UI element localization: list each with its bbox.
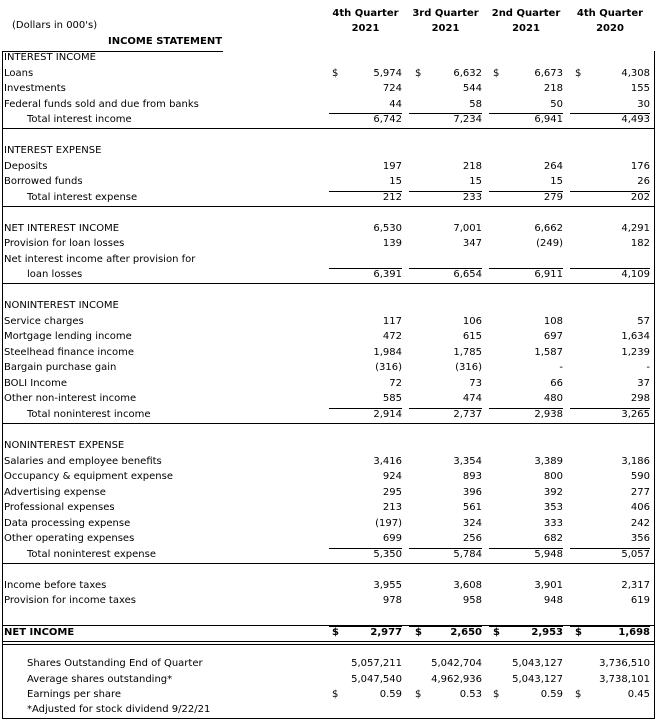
value-cell: 30 [637,99,650,110]
column-header-line1: 3rd Quarter [412,8,479,19]
subtotal-rule [329,626,402,627]
row-label: Salaries and employee benefits [4,456,162,467]
value-cell: 724 [382,83,402,94]
table-row-nii-after-provision-1 [0,253,659,269]
value-cell: 5,948 [534,549,563,560]
subtotal-rule [570,626,650,627]
value-cell: 6,391 [373,269,402,280]
value-cell: 182 [630,238,650,249]
value-cell: 176 [630,161,650,172]
value-cell: 978 [382,595,402,606]
table-row-eps [0,688,659,704]
section-rule [2,423,655,424]
subtotal-rule [409,113,482,114]
table-row-total-noninterest-income [0,408,659,424]
row-label: NONINTEREST EXPENSE [4,440,125,451]
value-cell: 73 [469,378,482,389]
value-cell: 585 [382,393,402,404]
right-border [654,51,655,719]
section-rule [2,563,655,564]
value-cell: 6,941 [534,114,563,125]
value-cell: 5,043,127 [512,658,563,669]
value-cell: (249) [536,238,563,249]
value-cell: 279 [543,192,563,203]
dollar-sign: $ [415,68,422,79]
value-cell: 5,043,127 [512,674,563,685]
subtotal-rule [489,408,563,409]
table-row-fed-funds [0,98,659,114]
value-cell: 5,350 [373,549,402,560]
value-cell: 0.59 [379,689,402,700]
row-label: Other operating expenses [4,533,135,544]
table-row-noninterest-expense-header [0,439,659,455]
value-cell: 333 [543,518,563,529]
section-rule [2,206,655,207]
subtotal-rule [570,268,650,269]
subtotal-rule [409,191,482,192]
table-row-boli-income [0,377,659,393]
value-cell: 0.53 [459,689,482,700]
table-row-nii-after-provision-2 [0,268,659,284]
value-cell: 324 [462,518,482,529]
value-cell: 7,234 [453,114,482,125]
value-cell: 1,634 [621,331,650,342]
value-cell: 117 [382,316,402,327]
value-cell: 106 [462,316,482,327]
value-cell: 1,587 [534,347,563,358]
value-cell: 6,632 [453,68,482,79]
row-label: Shares Outstanding End of Quarter [27,658,203,669]
row-label: NET INCOME [4,627,75,638]
table-row-provision-income-taxes [0,594,659,610]
dollar-sign: $ [332,689,339,700]
dollar-sign: $ [575,627,582,638]
value-cell: 298 [630,393,650,404]
value-cell: 1,984 [373,347,402,358]
row-label: Provision for loan losses [4,238,125,249]
net-income-top-rule [2,625,655,626]
column-header-line2: 2021 [512,23,540,34]
table-row-net-interest-income [0,222,659,238]
table-row-noninterest-income-header [0,299,659,315]
value-cell: 3,955 [373,580,402,591]
row-label: Total interest expense [27,192,138,203]
table-row-mortgage-lending [0,330,659,346]
value-cell: 37 [637,378,650,389]
section-rule [2,128,655,129]
value-cell: 5,974 [373,68,402,79]
table-row-interest-income-header [0,51,659,67]
row-label: NET INTEREST INCOME [4,223,120,234]
row-label: Provision for income taxes [4,595,136,606]
value-cell: 50 [550,99,563,110]
value-cell: 561 [462,502,482,513]
value-cell: (316) [455,362,482,373]
row-label: Federal funds sold and due from banks [4,99,199,110]
value-cell: 5,047,540 [351,674,402,685]
row-label: Bargain purchase gain [4,362,117,373]
value-cell: 5,784 [453,549,482,560]
double-underline [2,644,655,645]
subtotal-rule [489,113,563,114]
value-cell: 3,736,510 [599,658,650,669]
statement-title: INCOME STATEMENT [108,36,223,47]
value-cell: 2,914 [373,409,402,420]
subtotal-rule [570,548,650,549]
subtotal-rule [570,191,650,192]
table-row-shares-outstanding [0,657,659,673]
dollar-sign: $ [575,689,582,700]
subtotal-rule [570,113,650,114]
row-label: Steelhead finance income [4,347,135,358]
value-cell: 619 [630,595,650,606]
table-row-footnote [0,703,659,719]
table-row-data-processing [0,517,659,533]
value-cell: 256 [462,533,482,544]
value-cell: 2,650 [450,627,482,638]
dollar-sign: $ [332,68,339,79]
table-row-total-interest-expense [0,191,659,207]
value-cell: 57 [637,316,650,327]
value-cell: 3,265 [621,409,650,420]
value-cell: 218 [543,83,563,94]
value-cell: 44 [389,99,402,110]
dollar-sign: $ [332,627,339,638]
value-cell: 406 [630,502,650,513]
table-row-avg-shares [0,673,659,689]
title-underline [2,51,223,52]
subtotal-rule [409,626,482,627]
value-cell: 3,608 [453,580,482,591]
row-label: Loans [4,68,34,79]
value-cell: 202 [630,192,650,203]
table-row-borrowed-funds [0,175,659,191]
value-cell: 0.59 [540,689,563,700]
row-label: NONINTEREST INCOME [4,300,119,311]
value-cell: 15 [550,176,563,187]
value-cell: 480 [543,393,563,404]
value-cell: 4,308 [621,68,650,79]
value-cell: 6,911 [534,269,563,280]
value-cell: 108 [543,316,563,327]
bottom-border [2,718,655,719]
value-cell: 6,654 [453,269,482,280]
row-label: INTEREST EXPENSE [4,145,102,156]
value-cell: 2,317 [621,580,650,591]
value-cell: 1,785 [453,347,482,358]
table-row-other-noninterest-income [0,392,659,408]
value-cell: 3,416 [373,456,402,467]
row-label: Investments [4,83,66,94]
value-cell: 264 [543,161,563,172]
subtotal-rule [409,268,482,269]
value-cell: 139 [382,238,402,249]
value-cell: 615 [462,331,482,342]
row-label: *Adjusted for stock dividend 9/22/21 [27,704,211,715]
table-row-occupancy [0,470,659,486]
subtotal-rule [409,408,482,409]
row-label: Occupancy & equipment expense [4,471,173,482]
dollar-sign: $ [493,68,500,79]
column-header-line1: 2nd Quarter [491,8,561,19]
value-cell: 893 [462,471,482,482]
column-header-line1: 4th Quarter [332,8,399,19]
value-cell: 218 [462,161,482,172]
subtotal-rule [489,626,563,627]
value-cell: 58 [469,99,482,110]
value-cell: 6,662 [534,223,563,234]
row-label: BOLI Income [4,378,68,389]
value-cell: 958 [462,595,482,606]
table-row-steelhead-finance [0,346,659,362]
value-cell: 3,186 [621,456,650,467]
value-cell: 2,737 [453,409,482,420]
table-row-provision-loan-losses [0,237,659,253]
table-row-total-interest-income [0,113,659,129]
value-cell: (197) [375,518,402,529]
table-row-deposits [0,160,659,176]
value-cell: 5,057,211 [351,658,402,669]
row-label: Average shares outstanding* [27,674,173,685]
section-rule [2,283,655,284]
dollars-note-row [0,19,659,35]
subtotal-rule [489,548,563,549]
table-row-professional [0,501,659,517]
value-cell: 0.45 [627,689,650,700]
value-cell: 4,962,936 [431,674,482,685]
row-label: Total noninterest income [27,409,151,420]
dollars-note: (Dollars in 000's) [12,20,98,31]
column-header-line2: 2021 [431,23,460,34]
subtotal-rule [489,268,563,269]
value-cell: 2,977 [370,627,402,638]
table-row-interest-expense-header [0,144,659,160]
value-cell: 356 [630,533,650,544]
dollar-sign: $ [415,689,422,700]
table-row-loans [0,67,659,83]
value-cell: 7,001 [453,223,482,234]
value-cell: 2,938 [534,409,563,420]
value-cell: 15 [389,176,402,187]
value-cell: 3,354 [453,456,482,467]
subtotal-rule [329,268,402,269]
table-row-advertising [0,486,659,502]
value-cell: 155 [630,83,650,94]
value-cell: 5,042,704 [431,658,482,669]
value-cell: 2,953 [531,627,563,638]
value-cell: 544 [462,83,482,94]
row-label: Professional expenses [4,502,115,513]
value-cell: 6,742 [373,114,402,125]
row-label: Mortgage lending income [4,331,132,342]
value-cell: - [646,362,650,373]
double-underline [2,641,655,642]
value-cell: 295 [382,487,402,498]
table-row-service-charges [0,315,659,331]
value-cell: 347 [462,238,482,249]
row-label: Advertising expense [4,487,106,498]
row-label: Net interest income after provision for [4,254,196,265]
value-cell: 3,901 [534,580,563,591]
subtotal-rule [489,191,563,192]
value-cell: 392 [543,487,563,498]
row-label: INTEREST INCOME [4,52,96,63]
value-cell: 4,291 [621,223,650,234]
value-cell: 396 [462,487,482,498]
row-label: Total interest income [27,114,132,125]
table-row-total-noninterest-expense [0,548,659,564]
value-cell: 3,389 [534,456,563,467]
value-cell: 5,057 [621,549,650,560]
value-cell: 474 [462,393,482,404]
statement-title-row [0,35,659,51]
value-cell: 233 [462,192,482,203]
value-cell: 277 [630,487,650,498]
column-header-line2: 2021 [351,23,380,34]
value-cell: 1,239 [621,347,650,358]
table-row-bargain-purchase [0,361,659,377]
value-cell: 197 [382,161,402,172]
dollar-sign: $ [415,627,422,638]
table-row-salaries [0,455,659,471]
row-label: Data processing expense [4,518,131,529]
row-label: Other non-interest income [4,393,137,404]
value-cell: - [559,362,563,373]
value-cell: 4,109 [621,269,650,280]
column-header-line2: 2020 [596,23,624,34]
value-cell: 590 [630,471,650,482]
row-label: Service charges [4,316,84,327]
value-cell: 66 [550,378,563,389]
value-cell: 924 [382,471,402,482]
value-cell: 3,738,101 [599,674,650,685]
subtotal-rule [329,191,402,192]
subtotal-rule [329,408,402,409]
dollar-sign: $ [493,689,500,700]
table-row-net-income [0,626,659,642]
value-cell: 26 [637,176,650,187]
column-header-line1: 4th Quarter [576,8,644,19]
dollar-sign: $ [575,68,582,79]
value-cell: (316) [375,362,402,373]
dollar-sign: $ [493,627,500,638]
value-cell: 699 [382,533,402,544]
row-label: Total noninterest expense [27,549,156,560]
value-cell: 213 [382,502,402,513]
value-cell: 72 [389,378,402,389]
value-cell: 697 [543,331,563,342]
value-cell: 1,698 [618,627,650,638]
value-cell: 15 [469,176,482,187]
row-label: loan losses [27,269,83,280]
subtotal-rule [409,548,482,549]
table-row-income-before-taxes [0,579,659,595]
table-row-other-operating [0,532,659,548]
row-label: Borrowed funds [4,176,83,187]
table-row-investments [0,82,659,98]
row-label: Deposits [4,161,48,172]
row-label: Earnings per share [27,689,122,700]
value-cell: 353 [543,502,563,513]
value-cell: 948 [543,595,563,606]
value-cell: 4,493 [621,114,650,125]
row-label: Income before taxes [4,580,107,591]
value-cell: 242 [630,518,650,529]
subtotal-rule [570,408,650,409]
value-cell: 6,530 [373,223,402,234]
value-cell: 800 [543,471,563,482]
value-cell: 212 [382,192,402,203]
value-cell: 472 [382,331,402,342]
left-border [2,51,3,719]
value-cell: 6,673 [534,68,563,79]
value-cell: 682 [543,533,563,544]
subtotal-rule [329,113,402,114]
subtotal-rule [329,548,402,549]
